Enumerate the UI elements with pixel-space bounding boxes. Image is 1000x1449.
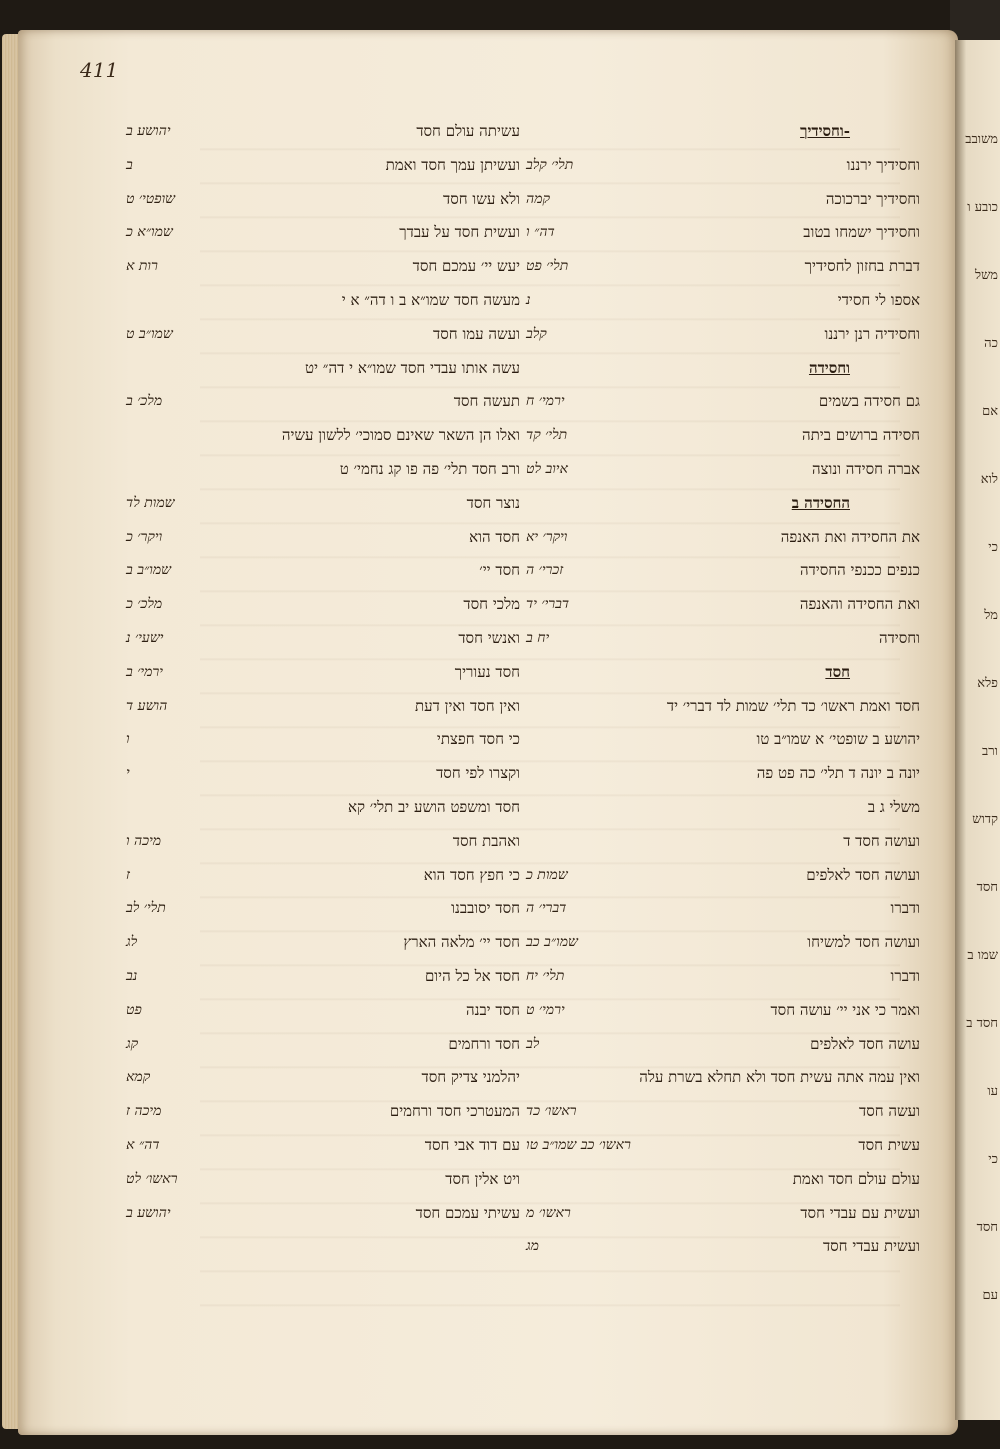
entry-text: ועשית חסד על עבדך [399,223,520,242]
margin-note: אם [982,404,998,419]
entry-reference: שופטי׳ ט [126,190,176,207]
entry-text: כנפים ככנפי החסידה [799,561,920,580]
concordance-entry [120,588,520,622]
margin-note: שמו ב [967,948,998,963]
entry-text: ועשיתן עמך חסד ואמת [385,155,520,174]
margin-note: כי [988,540,998,555]
concordance-entry [520,149,920,183]
entry-reference: לג [126,934,138,951]
concordance-entry [520,487,920,521]
concordance-entry [120,1163,520,1197]
entry-text: חסד נעוריך [454,662,520,681]
entry-text: ואלו הן השאר שאינם סמוכי׳ ללשון עשיה [281,426,520,445]
entry-reference: זכרי׳ ה [526,562,564,579]
margin-note: משל [975,268,998,283]
entry-reference: תלי׳ קלב [526,156,574,173]
margin-note: פלא [977,676,998,691]
entry-reference: מיכה ו [126,832,162,849]
entry-text: עושה חסד לאלפים [810,1034,920,1053]
entry-text: כי חפץ חסד הוא [423,865,520,884]
entry-text: ועשית עבדי חסד [822,1237,920,1256]
entry-text: עשיתה עולם חסד [416,122,520,140]
concordance-entry [120,690,520,724]
entry-text: חסד ואמת ראשו׳ כד תלי׳ שמות לד דברי׳ יד [666,696,920,715]
concordance-entry [120,149,520,183]
margin-note: עו [987,1084,998,1099]
entry-reference: שמו״ב ט [126,325,173,342]
margin-note: משובב [965,132,998,147]
entry-text: אברה חסידה ונוצה [812,459,920,478]
concordance-entry [520,1163,920,1197]
entry-text: ולא עשו חסד [443,189,520,208]
entry-reference: דברי׳ ה [526,900,567,917]
concordance-entry [120,487,520,521]
entry-text: חסד יי׳ מלאה הארץ [403,933,520,952]
margin-note: כי [988,1152,998,1167]
entry-text: ודברו [890,899,920,918]
concordance-entry [120,352,520,386]
entry-text: אספו לי חסידי [837,290,920,309]
entry-reference: דברי׳ יד [526,596,570,613]
entry-reference: שמו״א כ [126,224,173,241]
entry-text: את החסידה ואת האנפה [780,527,920,546]
entry-text: ויט אלין חסד [445,1169,520,1188]
concordance-entry [520,250,920,284]
entry-reference: קמה [526,190,550,207]
concordance-entry [120,656,520,690]
entry-reference: ראשו׳ מ [526,1204,571,1221]
entry-text: חסד יבנה [465,1000,520,1019]
entry-reference: י [126,765,130,782]
entry-reference: יהושע ב [126,123,171,139]
concordance-entry [120,521,520,555]
concordance-entry [520,318,920,352]
entry-text: יונה ב יונה ד תלי׳ כה פט פה [756,764,920,783]
entry-text: עשיתי עמכם חסד [415,1203,520,1222]
entry-reference: מלכ׳ ב [126,393,163,410]
entry-text: ועשה חסד [859,1102,920,1121]
entry-reference: ויקר׳ יא [526,528,568,545]
concordance-entry [520,926,920,960]
entry-text: וחסידה [808,358,850,377]
entry-reference: ראשו׳ לט [126,1170,178,1187]
entry-reference: נ [526,291,531,308]
concordance-entry [120,250,520,284]
entry-reference: פט [126,1001,142,1018]
entry-text: מלכי חסד [463,595,520,614]
concordance-entry [520,284,920,318]
entry-reference: נב [126,967,138,984]
entry-text: ועושה חסד לאלפים [806,865,920,884]
entry-reference: ראשו׳ כד [526,1103,577,1120]
concordance-entry [120,791,520,825]
entry-text: גם חסידה בשמים [818,392,920,411]
entry-reference: תלי׳ לב [126,900,166,917]
margin-note: כה [984,336,998,351]
concordance-entry [120,825,520,859]
concordance-entry [520,757,920,791]
concordance-entry [120,859,520,893]
concordance-entry [120,926,520,960]
concordance-entry [120,1129,520,1163]
entry-text: חסד יי׳ [479,561,520,580]
entry-text: המעטרכי חסד ורחמים [389,1102,520,1121]
concordance-entry [520,1230,920,1264]
margin-note: ורב [982,744,998,759]
concordance-entry [120,183,520,217]
entry-reference: ו [126,731,130,748]
entry-reference: ב [126,156,133,173]
concordance-entry [120,622,520,656]
entry-reference: דה״ ו [526,224,555,241]
entry-reference: תלי׳ פט [526,258,569,275]
entry-text: מעשה חסד שמו״א ב ו דה״ א י [341,290,520,309]
concordance-entry [120,554,520,588]
concordance-entry [520,183,920,217]
concordance-entry [520,960,920,994]
entry-reference: שמו״ב כב [526,934,578,951]
concordance-entry [120,1095,520,1129]
entry-reference: קג [126,1035,139,1052]
entry-text: וחסידיה רנן ירננו [824,324,920,343]
entry-text: ואין חסד ואין דעת [415,696,520,715]
concordance-entry [520,892,920,926]
entry-reference: קלב [526,325,547,342]
entry-reference: ישעי׳ נ [126,629,164,646]
margin-note: לוא [980,472,998,487]
concordance-entry [520,791,920,825]
entry-reference: תלי׳ יח [526,967,565,984]
entry-reference: ירמי׳ ב [126,663,163,680]
entry-reference: ויקר׳ כ [126,528,163,545]
concordance-entry [120,453,520,487]
entry-text: חסד [825,662,850,681]
entry-reference: ירמי׳ ט [526,1001,565,1018]
entry-text: יעש יי׳ עמכם חסד [412,257,520,276]
book-cover-corner [950,0,1000,40]
entry-text: ואמר כי אני יי׳ עושה חסד [770,1000,920,1019]
concordance-entry [520,825,920,859]
concordance-entry [120,1061,520,1095]
entry-text: חסד ורחמים [448,1034,520,1053]
entry-text: חסידה ברושים ביתה [801,426,920,445]
entry-text: ועושה חסד ד [843,831,920,850]
entry-text: ועשה עמו חסד [433,324,520,343]
concordance-entry [520,1061,920,1095]
entry-text: עולם עולם חסד ואמת [792,1169,920,1188]
entry-text: ועושה חסד למשיחו [807,933,920,952]
entry-text: משלי ג ב [867,797,920,816]
concordance-entry [120,216,520,250]
margin-note: חסד [976,880,998,895]
entry-text: חסד ומשפט הושע יב תלי׳ קא [347,797,520,816]
entry-reference: שמו״ב ב [126,562,172,579]
entry-reference: שמות כ [526,866,568,883]
entry-reference: תלי׳ קד [526,427,568,444]
concordance-entry [520,656,920,690]
entry-text: יהושע ב שופטי׳ א שמו״ב טו [756,730,920,749]
entry-reference: מג [526,1238,539,1255]
concordance-entry [120,284,520,318]
concordance-entry [120,419,520,453]
margin-notes [958,130,998,1354]
entry-text: ואהבת חסד [452,831,520,850]
concordance-entry [120,994,520,1028]
entry-text: וחסידיך יברכוכה [825,189,920,208]
concordance-entry [520,1197,920,1231]
entry-reference: יח ב [526,629,550,646]
entry-reference: הושע ד [126,697,168,714]
entry-text: עם דוד אבי חסד [424,1135,520,1154]
concordance-entry [120,1028,520,1062]
entry-reference: מיכה ז [126,1103,162,1120]
entry-text: ואת החסידה והאנפה [799,595,920,614]
concordance-entry [120,723,520,757]
entry-text: ועשית עם עבדי חסד [800,1203,920,1222]
entry-reference: דה״ א [126,1136,160,1153]
concordance-entry [520,1028,920,1062]
concordance-entry [520,690,920,724]
entry-reference: קמא [126,1069,151,1086]
entry-text: ואין עמה אתה עשית חסד ולא תחלא בשרת עלה [639,1068,920,1087]
concordance-entry [520,554,920,588]
margin-note: קדוש [972,812,998,827]
concordance-entry [120,318,520,352]
entry-text: חסד יסובבנו [451,899,520,918]
margin-note: כובע ו [967,200,998,215]
entry-reference: ז [126,866,130,883]
entry-text: נוצר חסד [466,493,520,512]
concordance-entry [120,385,520,419]
entry-text: וקצרו לפי חסד [436,764,520,783]
entry-reference: מלכ׳ כ [126,596,163,613]
entry-text: ודברו [890,966,920,985]
entry-text: וחסידה [878,628,920,647]
concordance-entry [520,352,920,386]
entry-text: וחסידיך ירננו [846,155,920,174]
concordance-entry [520,622,920,656]
entry-text: -וחסידיך [800,122,850,140]
concordance-entry [520,453,920,487]
concordance-entry [520,994,920,1028]
concordance-entry [120,892,520,926]
entry-reference: רות א [126,258,158,275]
concordance-entry [120,757,520,791]
left-column [120,115,520,1230]
concordance-entry [520,1129,920,1163]
entry-reference: יהושע ב [126,1204,171,1221]
entry-text: וחסידיך ישמחו בטוב [803,223,920,242]
concordance-entry [120,115,520,149]
entry-text: כי חסד חפצתי [436,730,520,749]
entry-reference: ירמי׳ ח [526,393,565,410]
entry-text: עשה אותו עבדי חסד שמו״א י דה״ יט [305,358,520,377]
entry-text: חסד הוא [469,527,520,546]
margin-note: מל [984,608,998,623]
concordance-entry [520,859,920,893]
entry-reference: שמות לד [126,494,175,511]
entry-reference: איוב לט [526,460,568,477]
margin-note: עם [982,1288,998,1303]
entry-reference: לב [526,1035,540,1052]
margin-note: חסד [976,1220,998,1235]
entry-text: תעשה חסד [453,392,520,411]
right-column [520,115,920,1264]
entry-text: עשית חסד [858,1135,920,1154]
concordance-entry [520,385,920,419]
entry-text: דברת בחזון לחסידיך [804,257,920,276]
concordance-entry [520,588,920,622]
margin-note: חסד ב [966,1016,998,1031]
concordance-entry [120,960,520,994]
entry-text: ורב חסד תלי׳ פה פו קג נחמי׳ ט [339,459,520,478]
concordance-entry [520,419,920,453]
entry-text: חסד אל כל היום [424,966,520,985]
concordance-entry [120,1197,520,1231]
concordance-entry [520,115,920,149]
folio-number: 411 [80,58,119,82]
concordance-entry [520,521,920,555]
concordance-entry [520,723,920,757]
entry-text: החסידה ב [791,493,850,512]
entry-text: יהלמני צדיק חסד [421,1068,520,1087]
entry-text: ואנשי חסד [458,628,520,647]
concordance-entry [520,216,920,250]
entry-reference: ראשו׳ כב שמו״ב טו [526,1136,631,1153]
concordance-entry [520,1095,920,1129]
